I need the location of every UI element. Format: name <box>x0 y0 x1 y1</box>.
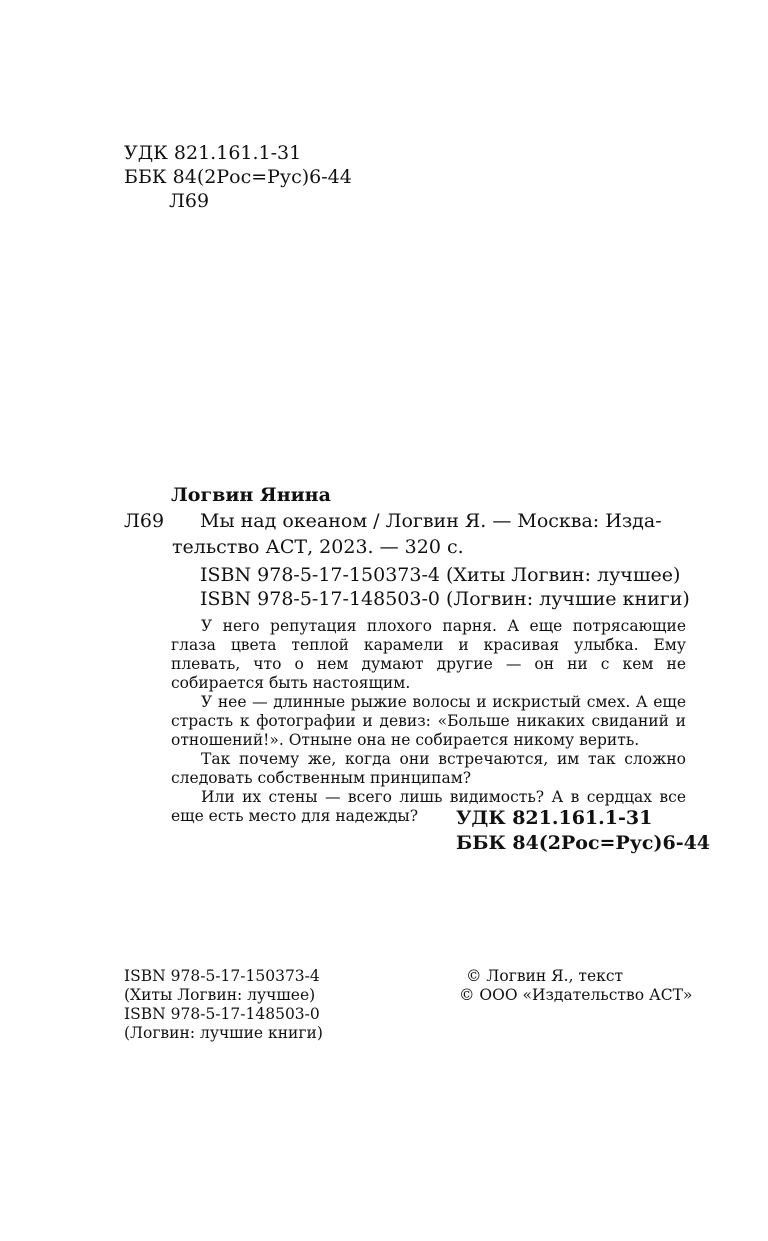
isbn-entry: ISBN 978-5-17-150373-4 (Хиты Логвин: лучшее) <box>200 564 681 586</box>
bibliographic-entry <box>124 508 686 560</box>
copyright-block <box>459 967 692 1005</box>
classification-footer <box>456 806 710 856</box>
entry-line-2: тельство АСТ, 2023. — 320 с. <box>172 536 464 558</box>
footer-isbn-line: ISBN 978-5-17-148503-0 <box>124 1005 320 1023</box>
entry-line-1: Мы над океаном / Логвин Я. — Москва: Изда- <box>200 510 662 532</box>
copyright-publisher: © ООО «Издательство АСТ» <box>459 986 693 1004</box>
footer-isbn <box>124 967 323 1043</box>
bbk-code-bottom: ББК 84(2Рос=Рус)6-44 <box>456 832 711 854</box>
udk-code: УДК 821.161.1-31 <box>124 142 302 164</box>
annotation-paragraph: У нее — длинные рыжие волосы и искристый смех. А еще страсть к фотографии и девиз: «Больше никаких свиданий и отношений!». Отныне она не собирается никому верить. <box>171 693 686 749</box>
isbn-list <box>200 563 690 611</box>
annotation-paragraph: У него репутация плохого парня. А еще потрясающие глаза цвета теплой карамели и красивая улыбка. Ему плевать, что о нем думают другие — он ни с кем не собирается быть настоящим. <box>171 617 686 692</box>
isbn-entry: ISBN 978-5-17-148503-0 (Логвин: лучшие книги) <box>200 588 690 610</box>
annotation-paragraph: Или их стены — всего лишь видимость? А в сердцах все еще есть место для надежды? <box>171 788 686 825</box>
udk-code-bottom: УДК 821.161.1-31 <box>456 807 653 829</box>
bbk-code: ББК 84(2Рос=Рус)6-44 <box>124 166 352 188</box>
annotation <box>171 617 686 826</box>
classification-header <box>124 141 352 213</box>
annotation-paragraph: Так почему же, когда они встречаются, им так сложно следовать собственным принципам? <box>171 750 686 787</box>
footer-isbn-line: (Хиты Логвин: лучшее) <box>124 986 316 1004</box>
author-name: Логвин Янина <box>171 484 331 506</box>
footer-isbn-line: (Логвин: лучшие книги) <box>124 1024 323 1042</box>
author-mark: Л69 <box>169 190 210 212</box>
copyright-author: © Логвин Я., текст <box>466 967 624 985</box>
entry-author-mark: Л69 <box>124 510 165 532</box>
footer-isbn-line: ISBN 978-5-17-150373-4 <box>124 967 320 985</box>
